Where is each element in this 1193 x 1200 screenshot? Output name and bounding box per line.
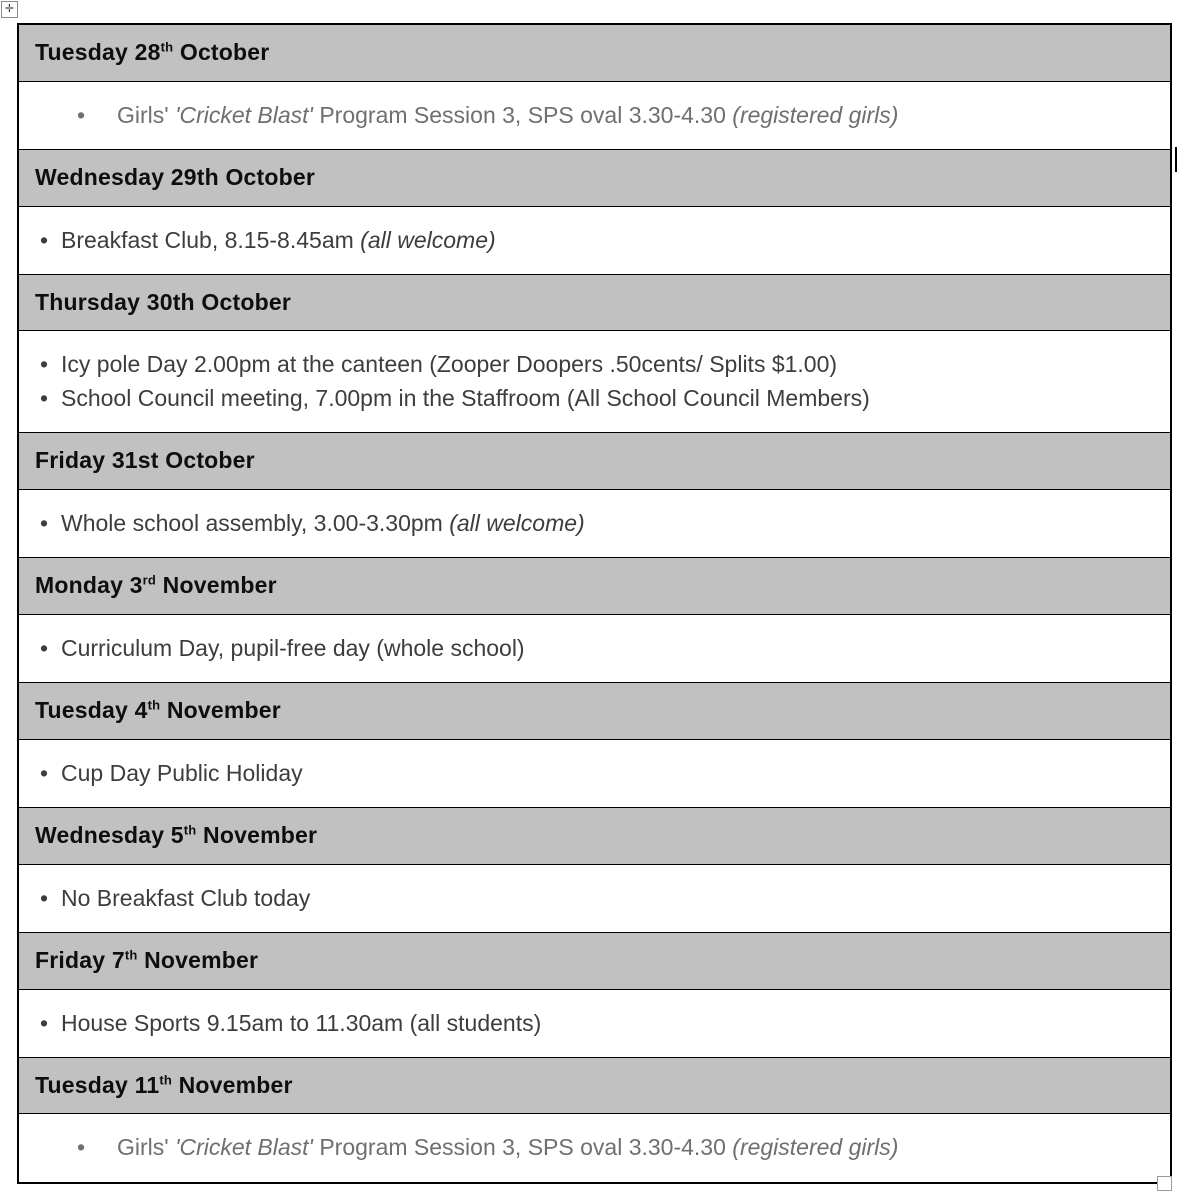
date-header-row [19,25,1170,82]
bullet-list [40,348,1154,415]
ordinal-superscript: th [159,1072,172,1088]
bullet-list [40,757,1154,790]
date-header-text: Tuesday 28th October [35,39,270,65]
events-row [19,990,1170,1058]
event-text-segment: (all welcome) [449,509,585,536]
events-row [19,490,1170,558]
bullet-list [40,99,1154,132]
date-header-row [19,433,1170,490]
event-text-segment: (registered girls) [732,1134,899,1161]
bullet-list [40,882,1154,915]
ordinal-superscript: rd [142,572,157,588]
event-item [40,757,1154,790]
event-text-segment: 'Cricket Blast' [175,101,313,128]
event-text-segment: School Council meeting, 7.00pm in the Staffroom (All School Council Members) [61,384,870,411]
event-text-segment: 'Cricket Blast' [175,1134,313,1161]
date-header-text: Friday 31st October [35,447,255,474]
event-item [40,224,1154,257]
table-move-icon: ✛ [4,3,15,15]
events-row [19,82,1170,150]
date-header-text: Wednesday 5th November [35,821,318,848]
bullet-list [40,224,1154,257]
date-header-row [19,1058,1170,1115]
event-text-segment: House Sports 9.15am to 11.30am (all students) [61,1009,542,1036]
event-text-segment: Cup Day Public Holiday [61,759,303,786]
date-header-row [19,150,1170,207]
bullet-list [40,507,1154,540]
events-row [19,615,1170,683]
event-text-segment: Icy pole Day 2.00pm at the canteen (Zooper Doopers .50cents/ Splits $1.00) [61,351,838,378]
date-header-row [19,275,1170,332]
event-text-segment: (registered girls) [732,101,899,128]
table-resize-handle[interactable] [1157,1176,1172,1191]
bullet-list [40,1007,1154,1040]
date-header-text: Tuesday 4th November [35,697,281,724]
date-header-text: Thursday 30th October [35,288,291,315]
date-header-text: Tuesday 11th November [35,1071,293,1098]
event-item [40,882,1154,915]
event-text-segment: Program Session 3, SPS oval 3.30-4.30 [312,101,733,128]
event-text-segment: Curriculum Day, pupil-free day (whole school) [61,634,525,661]
ordinal-superscript: th [147,697,161,713]
event-text-segment: Whole school assembly, 3.00-3.30pm [61,509,450,536]
event-item [77,99,1154,132]
event-item [40,632,1154,665]
bullet-list [40,1131,1154,1164]
event-item [40,1007,1154,1040]
event-text-segment: Girls' [117,101,176,128]
ordinal-superscript: th [160,39,174,55]
events-row [19,1114,1170,1181]
date-header-row [19,933,1170,990]
table-move-handle[interactable] [1,1,18,18]
event-item [77,1131,1154,1164]
date-header-row [19,558,1170,615]
event-item [40,382,1154,415]
event-text-segment: No Breakfast Club today [61,884,311,911]
date-header-row [19,808,1170,865]
text-cursor [1175,147,1177,172]
ordinal-superscript: th [124,947,138,963]
event-text-segment: Breakfast Club, 8.15-8.45am [61,226,361,253]
date-header-text: Friday 7th November [35,946,259,973]
ordinal-superscript: th [183,822,197,838]
events-table [17,23,1172,1184]
events-row [19,207,1170,275]
event-item [40,348,1154,381]
date-header-text: Monday 3rd November [35,572,277,599]
events-row [19,740,1170,808]
event-item [40,507,1154,540]
date-header-text: Wednesday 29th October [35,163,316,190]
event-text-segment: Girls' [117,1134,176,1161]
events-row [19,865,1170,933]
event-text-segment: Program Session 3, SPS oval 3.30-4.30 [312,1134,733,1161]
date-header-row [19,683,1170,740]
event-text-segment: (all welcome) [360,226,496,253]
events-row [19,331,1170,433]
bullet-list [40,632,1154,665]
